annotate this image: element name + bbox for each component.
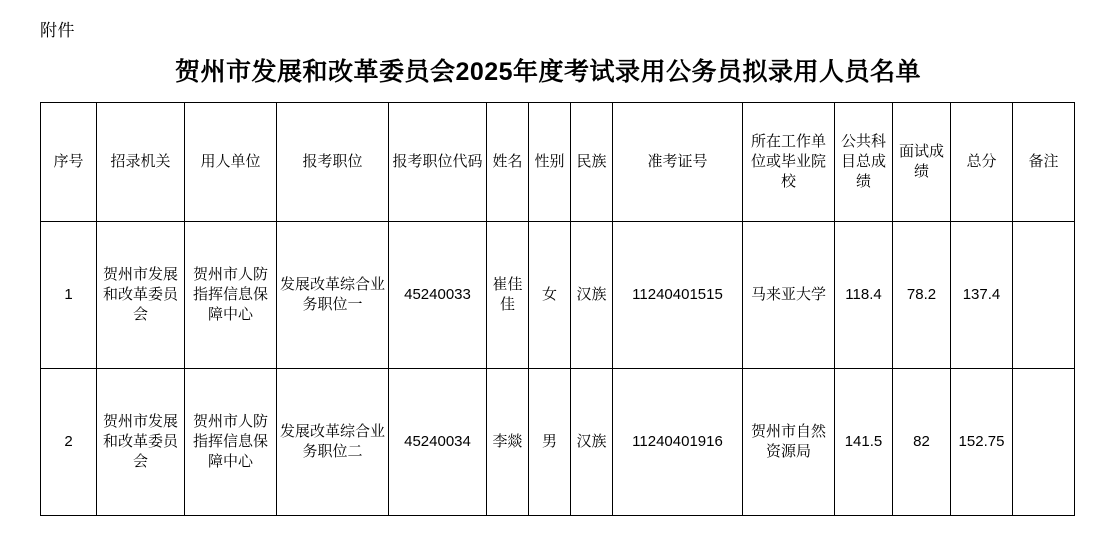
- cell-interview-score: 82: [893, 369, 951, 516]
- cell-remark: [1013, 222, 1075, 369]
- column-header-position: 报考职位: [277, 103, 389, 222]
- column-header-index: 序号: [41, 103, 97, 222]
- attachment-label: 附件: [40, 21, 75, 40]
- cell-public-score: 141.5: [835, 369, 893, 516]
- cell-employer: 贺州市人防指挥信息保障中心: [185, 222, 277, 369]
- table-row: [41, 369, 1075, 516]
- cell-position-code: 45240033: [389, 222, 487, 369]
- cell-interview-score: 78.2: [893, 222, 951, 369]
- cell-position: 发展改革综合业务职位一: [277, 222, 389, 369]
- column-header-remark: 备注: [1013, 103, 1075, 222]
- cell-admission-ticket: 11240401916: [613, 369, 743, 516]
- cell-agency: 贺州市发展和改革委员会: [97, 222, 185, 369]
- cell-public-score: 118.4: [835, 222, 893, 369]
- table-row: [41, 222, 1075, 369]
- column-header-employer: 用人单位: [185, 103, 277, 222]
- cell-gender: 男: [529, 369, 571, 516]
- cell-admission-ticket: 11240401515: [613, 222, 743, 369]
- column-header-ethnicity: 民族: [571, 103, 613, 222]
- cell-employer: 贺州市人防指挥信息保障中心: [185, 369, 277, 516]
- cell-index: 2: [41, 369, 97, 516]
- cell-total-score: 137.4: [951, 222, 1013, 369]
- namelist-table-wrapper: [40, 102, 1059, 516]
- namelist-table: [40, 102, 1075, 516]
- column-header-unit-or-school: 所在工作单位或毕业院校: [743, 103, 835, 222]
- cell-unit-or-school: 贺州市自然资源局: [743, 369, 835, 516]
- cell-total-score: 152.75: [951, 369, 1013, 516]
- table-header-row: [41, 103, 1075, 222]
- column-header-total-score: 总分: [951, 103, 1013, 222]
- cell-agency: 贺州市发展和改革委员会: [97, 369, 185, 516]
- cell-position: 发展改革综合业务职位二: [277, 369, 389, 516]
- cell-remark: [1013, 369, 1075, 516]
- column-header-public-score: 公共科目总成绩: [835, 103, 893, 222]
- cell-name: 崔佳佳: [487, 222, 529, 369]
- cell-index: 1: [41, 222, 97, 369]
- column-header-interview-score: 面试成绩: [893, 103, 951, 222]
- cell-ethnicity: 汉族: [571, 222, 613, 369]
- column-header-position-code: 报考职位代码: [389, 103, 487, 222]
- cell-gender: 女: [529, 222, 571, 369]
- cell-name: 李燚: [487, 369, 529, 516]
- column-header-gender: 性别: [529, 103, 571, 222]
- column-header-admission-ticket: 准考证号: [613, 103, 743, 222]
- column-header-agency: 招录机关: [97, 103, 185, 222]
- cell-position-code: 45240034: [389, 369, 487, 516]
- page-title: 贺州市发展和改革委员会2025年度考试录用公务员拟录用人员名单: [174, 58, 922, 86]
- column-header-name: 姓名: [487, 103, 529, 222]
- cell-unit-or-school: 马来亚大学: [743, 222, 835, 369]
- cell-ethnicity: 汉族: [571, 369, 613, 516]
